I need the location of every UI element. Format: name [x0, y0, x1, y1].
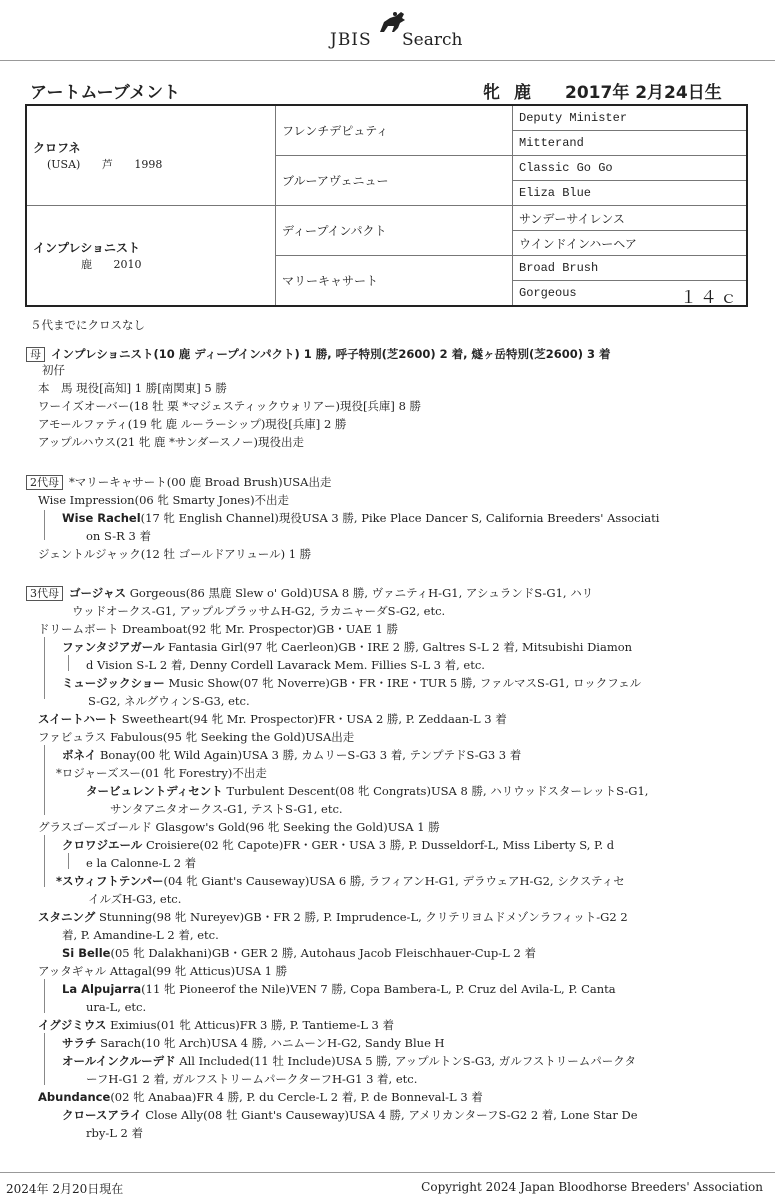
list-item: オールインクルーデド All Included(11 牡 Include)USA 5 勝, アップルトンS-G3, ガルフストリームパークタ [62, 1054, 637, 1068]
g3-dam-line: 3代母 ゴージャス Gorgeous(86 黒鹿 Slew o' Gold)USA 8 勝, ヴァニティH-G1, アシュランドS-G1, ハリ [26, 585, 593, 601]
tree-line [44, 745, 45, 815]
tree-line [44, 835, 45, 887]
dam-details: 鹿 2010 [81, 258, 142, 271]
dam-dam-cell[interactable]: マリーキャサート [276, 256, 513, 307]
g3-cell[interactable]: Mitterand [513, 131, 748, 156]
header-divider [0, 60, 775, 61]
list-item: アモールファティ(19 牝 鹿 ルーラーシップ)現役[兵庫] 2 勝 [38, 417, 347, 431]
dam-line: 母 インプレショニスト(10 鹿 ディープインパクト) 1 勝, 呼子特別(芝2600) 2 着, 燧ヶ岳特別(芝2600) 3 着 [26, 346, 611, 362]
dam-sire-cell[interactable]: ディープインパクト [276, 206, 513, 256]
list-item: ーフH-G1 2 着, ガルフストリームパークターフH-G1 3 着, etc. [86, 1072, 418, 1086]
sire-name[interactable]: クロフネ [33, 141, 81, 155]
list-item: e la Calonne-L 2 着 [86, 856, 197, 870]
list-item: rby-L 2 着 [86, 1126, 144, 1140]
g3-cell[interactable]: Broad Brush [513, 256, 748, 281]
dam-cell [26, 206, 276, 307]
list-item: ドリームボート Dreamboat(92 牝 Mr. Prospector)GB・UAE 1 勝 [38, 622, 398, 636]
list-item: ワーイズオーバー(18 牡 栗 *マジェスティックウォリアー)現役[兵庫] 8 勝 [38, 399, 422, 413]
list-item: クロワジエール Croisiere(02 牝 Capote)FR・GER・USA 3 勝, P. Dusseldorf-L, Miss Liberty S, P. d [62, 838, 615, 852]
list-item: La Alpujarra(11 牝 Pioneerof the Nile)VEN 7 勝, Copa Bambera-L, P. Cruz del Avila-L, P. Canta [62, 982, 616, 996]
section-badge-g2: 2代母 [26, 475, 63, 490]
tree-line [68, 853, 69, 869]
sire-sire-cell[interactable]: フレンチデピュティ [276, 105, 513, 156]
list-item: ボネイ Bonay(00 牝 Wild Again)USA 3 勝, カムリーS-G3 3 着, テンプテドS-G3 3 着 [62, 748, 522, 762]
tree-line [68, 655, 69, 671]
tree-line [44, 979, 45, 1013]
footer-divider [0, 1172, 775, 1173]
list-item: ミュージックショー Music Show(07 牝 Noverre)GB・FR・IRE・TUR 5 勝, ファルマスS-G1, ロックフェル [62, 676, 642, 690]
list-item: 本 馬 現役[高知] 1 勝[南関東] 5 勝 [38, 381, 227, 395]
list-item: on S-R 3 着 [86, 529, 151, 543]
tree-line [44, 1033, 45, 1085]
g3-cell[interactable]: Eliza Blue [513, 181, 748, 206]
list-item: *ロジャーズスー(01 牝 Forestry)不出走 [56, 766, 267, 780]
list-item: サラチ Sarach(10 牝 Arch)USA 4 勝, ハニムーンH-G2, Sandy Blue H [62, 1036, 445, 1050]
g3-cell[interactable]: ウインドインハーヘア [513, 231, 748, 256]
list-item: ura-L, etc. [86, 1000, 147, 1014]
inbreed-coefficient: １４ｃ [680, 288, 740, 308]
dam-name[interactable]: インプレショニスト [33, 241, 140, 255]
section-badge-g3: 3代母 [26, 586, 63, 601]
tree-line [44, 637, 45, 699]
list-item: 初仔 [42, 363, 65, 377]
list-item: スイートハート Sweetheart(94 牝 Mr. Prospector)FR・USA 2 勝, P. Zeddaan-L 3 着 [38, 712, 507, 726]
list-item: クロースアライ Close Ally(08 牡 Giant's Causeway)USA 4 勝, アメリカンターフS-G2 2 着, Lone Star De [62, 1108, 638, 1122]
g3-cell[interactable]: サンデーサイレンス [513, 206, 748, 231]
horse-birthdate: 2017年 2月24日生 [565, 83, 722, 103]
list-item: イグジミウス Eximius(01 牝 Atticus)FR 3 勝, P. Tantieme-L 3 着 [38, 1018, 395, 1032]
list-item: Wise Impression(06 牝 Smarty Jones)不出走 [38, 493, 290, 507]
brand-name: JBIS [330, 30, 372, 50]
list-item: サンタアニタオークス-G1, テストS-G1, etc. [110, 802, 343, 816]
list-item: ファビュラス Fabulous(95 牝 Seeking the Gold)USA出走 [38, 730, 355, 744]
section-badge-dam: 母 [26, 347, 45, 362]
brand-suffix: Search [402, 30, 463, 50]
cross-note: ５代までにクロスなし [30, 318, 145, 332]
horse-sex: 牝 [483, 83, 500, 103]
list-item: ジェントルジャック(12 牡 ゴールドアリュール) 1 勝 [38, 547, 312, 561]
pedigree-table [25, 104, 748, 307]
list-item: 着, P. Amandine-L 2 着, etc. [62, 928, 219, 942]
g2-dam-line: 2代母 *マリーキャサート(00 鹿 Broad Brush)USA出走 [26, 474, 331, 490]
list-item: Wise Rachel(17 牝 English Channel)現役USA 3 勝, Pike Place Dancer S, California Breeders' Associati [62, 511, 660, 525]
list-item: Si Belle(05 牝 Dalakhani)GB・GER 2 勝, Autohaus Jacob Fleischhauer-Cup-L 2 着 [62, 946, 536, 960]
list-item: アップルハウス(21 牝 鹿 *サンダースノー)現役出走 [38, 435, 304, 449]
list-item: タービュレントディセント Turbulent Descent(08 牝 Congrats)USA 8 勝, ハリウッドスターレットS-G1, [86, 784, 649, 798]
list-item: d Vision S-L 2 着, Denny Cordell Lavarack Mem. Fillies S-L 3 着, etc. [86, 658, 485, 672]
g3-name[interactable]: Gorgeous [519, 286, 577, 300]
list-item: イルズH-G3, etc. [88, 892, 182, 906]
list-item: Abundance(02 牝 Anabaa)FR 4 勝, P. du Cercle-L 2 着, P. de Bonneval-L 3 着 [38, 1090, 483, 1104]
footer-copyright: Copyright 2024 Japan Bloodhorse Breeders' Association [421, 1180, 763, 1194]
footer-date: 2024年 2月20日現在 [6, 1182, 124, 1196]
tree-line [44, 510, 45, 540]
g3-cell[interactable]: Deputy Minister [513, 105, 748, 131]
sire-dam-cell[interactable]: ブルーアヴェニュー [276, 156, 513, 206]
g3-cell[interactable]: Classic Go Go [513, 156, 748, 181]
list-item: アッタギャル Attagal(99 牝 Atticus)USA 1 勝 [38, 964, 288, 978]
horse-name: アートムーブメント [30, 83, 181, 103]
list-item: S-G2, ネルグウィンS-G3, etc. [88, 694, 250, 708]
list-item: ウッドオークス-G1, アップルブラッサムH-G2, ラカニャーダS-G2, etc. [72, 604, 446, 618]
g3-cell-with-inbreed [513, 281, 748, 307]
list-item: *スウィフトテンパー(04 牝 Giant's Causeway)USA 6 勝, ラフィアンH-G1, デラウェアH-G2, シクスティセ [56, 874, 625, 888]
jbis-search-logo[interactable] [330, 10, 463, 54]
list-item: ファンタジアガール Fantasia Girl(97 牝 Caerleon)GB・IRE 2 勝, Galtres S-L 2 着, Mitsubishi Diamon [62, 640, 633, 654]
sire-cell [26, 105, 276, 206]
list-item: グラスゴーズゴールド Glasgow's Gold(96 牝 Seeking the Gold)USA 1 勝 [38, 820, 440, 834]
sire-details: (USA) 芦 1998 [47, 158, 163, 171]
list-item: スタニング Stunning(98 牝 Nureyev)GB・FR 2 勝, P. Imprudence-L, クリテリヨムドメゾンラフィット-G2 2 [38, 910, 628, 924]
horse-color: 鹿 [514, 83, 531, 103]
